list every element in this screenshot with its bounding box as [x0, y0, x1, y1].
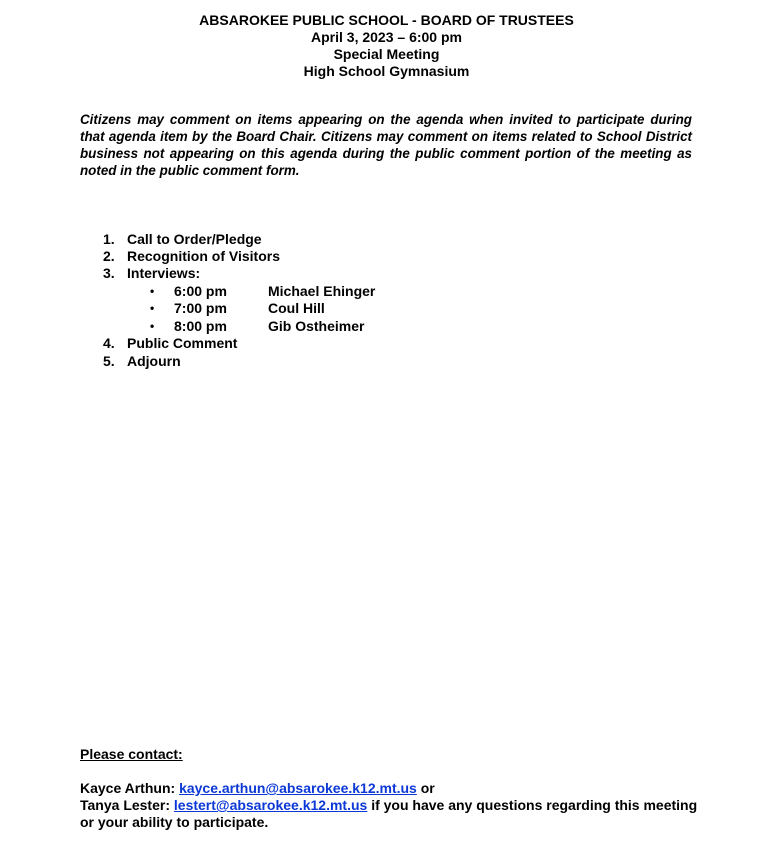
interview-candidate: Coul Hill	[268, 300, 325, 317]
agenda-item-number: 2.	[103, 248, 115, 265]
meeting-type: Special Meeting	[333, 46, 440, 62]
contact-name: Kayce Arthun:	[80, 780, 176, 796]
interview-candidate: Michael Ehinger	[268, 282, 376, 299]
interview-time: 6:00 pm	[174, 282, 227, 299]
contact-name: Tanya Lester:	[80, 797, 170, 813]
agenda-item-label: Interviews:	[127, 265, 201, 282]
agenda-item-label: Adjourn	[127, 352, 181, 369]
public-comment-notice: Citizens may comment on items appearing on the agenda when invited to participate during that agenda item by the Board Chair. Citizens may comment on items related to School District business not appearing on this agenda during the public comment portion of the meeting as noted in the public comment form.	[80, 112, 692, 178]
agenda-item-label: Public Comment	[127, 335, 238, 352]
meeting-date-time: April 3, 2023 – 6:00 pm	[311, 29, 462, 45]
meeting-location: High School Gymnasium	[303, 63, 470, 79]
contact-heading: Please contact:	[80, 746, 183, 762]
bullet-icon: •	[150, 301, 155, 316]
agenda-item-number: 3.	[103, 265, 115, 282]
contact-suffix: if you have any questions regarding this meeting or your ability to participate.	[80, 797, 698, 830]
contact-suffix: or	[420, 780, 435, 796]
bullet-icon: •	[150, 283, 155, 298]
document-header	[0, 12, 773, 80]
interview-candidate: Gib Ostheimer	[268, 317, 365, 334]
bullet-icon: •	[150, 318, 155, 333]
agenda-item-number: 4.	[103, 335, 115, 352]
contact-line-2	[80, 797, 700, 831]
email-link-kayce[interactable]: kayce.arthun@absarokee.k12.mt.us	[179, 780, 417, 796]
agenda-item-number: 5.	[103, 352, 115, 369]
interview-time: 7:00 pm	[174, 300, 227, 317]
organization-title: ABSAROKEE PUBLIC SCHOOL - BOARD OF TRUSTEES	[199, 12, 574, 28]
interview-time: 8:00 pm	[174, 317, 227, 334]
agenda-item-label: Recognition of Visitors	[127, 248, 280, 265]
agenda-item-number: 1.	[103, 231, 115, 247]
agenda-item-label: Call to Order/Pledge	[127, 231, 262, 247]
contact-section	[80, 746, 700, 831]
email-link-tanya[interactable]: lestert@absarokee.k12.mt.us	[173, 797, 368, 813]
contact-line-1	[80, 780, 700, 797]
